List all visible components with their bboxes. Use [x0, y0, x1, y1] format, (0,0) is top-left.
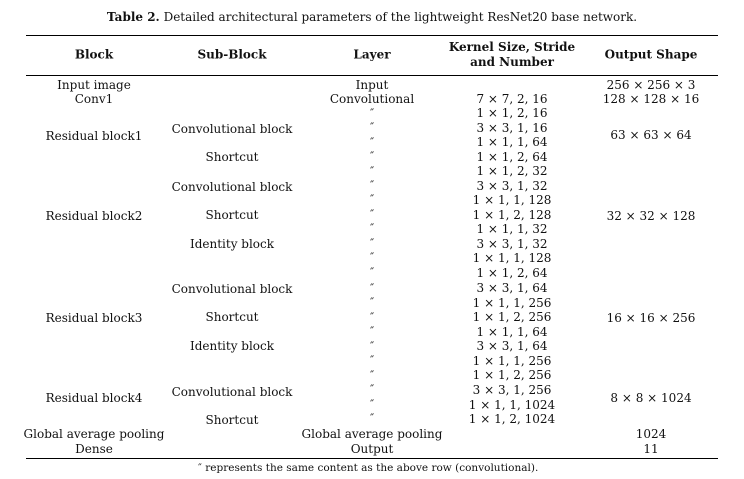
- output-cell: 16 × 16 × 256: [606, 311, 696, 325]
- kernel-cell: 1 × 1, 2, 128: [472, 208, 552, 222]
- kernel-cell: 1 × 1, 2, 1024: [468, 412, 556, 426]
- block-cell: Global average pooling: [23, 427, 165, 441]
- output-cell: 256 × 256 × 3: [606, 78, 696, 92]
- header-kernel-line1: Kernel Size, Stride: [448, 40, 576, 54]
- ditto-mark: ″: [369, 178, 375, 192]
- ditto-mark: ″: [369, 250, 375, 264]
- ditto-mark: ″: [369, 310, 375, 324]
- block-cell: Dense: [75, 442, 113, 456]
- table-footnote: ″ represents the same content as the above row (convolutional).: [198, 462, 539, 474]
- output-cell: 63 × 63 × 64: [610, 128, 692, 142]
- ditto-mark: ″: [369, 207, 375, 221]
- kernel-cell: 1 × 1, 2, 256: [472, 368, 552, 382]
- kernel-cell: 3 × 3, 1, 32: [476, 237, 548, 251]
- sub-block-cell: Convolutional block: [171, 122, 293, 136]
- sub-block-cell: Convolutional block: [171, 282, 293, 296]
- kernel-cell: 1 × 1, 2, 16: [476, 106, 548, 120]
- header-block: Block: [74, 47, 114, 62]
- ditto-mark: ″: [369, 164, 375, 178]
- output-cell: 128 × 128 × 16: [602, 92, 700, 106]
- ditto-mark: ″: [369, 192, 375, 206]
- ditto-mark: ″: [369, 353, 375, 367]
- ditto-mark: ″: [369, 236, 375, 250]
- ditto-mark: ″: [369, 120, 375, 134]
- table-bottom-rule: [26, 458, 718, 459]
- ditto-mark: ″: [369, 295, 375, 309]
- ditto-mark: ″: [369, 382, 375, 396]
- ditto-mark: ″: [369, 324, 375, 338]
- ditto-mark: ″: [369, 397, 375, 411]
- layer-cell: Input: [355, 78, 389, 92]
- kernel-cell: 7 × 7, 2, 16: [476, 92, 548, 106]
- header-kernel: [449, 40, 575, 70]
- block-cell: Residual block2: [45, 209, 143, 223]
- sub-block-cell: Identity block: [189, 339, 275, 353]
- kernel-cell: 3 × 3, 1, 256: [472, 383, 552, 397]
- table-caption-text: Detailed architectural parameters of the lightweight ResNet20 base network.: [163, 10, 638, 24]
- sub-block-cell: Convolutional block: [171, 385, 293, 399]
- layer-cell: Output: [350, 442, 394, 456]
- sub-block-cell: Shortcut: [205, 208, 259, 222]
- block-cell: Conv1: [74, 92, 114, 106]
- header-kernel-line2: and Number: [470, 55, 554, 69]
- kernel-cell: 1 × 1, 1, 128: [472, 251, 552, 265]
- kernel-cell: 1 × 1, 2, 32: [476, 164, 548, 178]
- output-cell: 1024: [635, 427, 667, 441]
- output-cell: 32 × 32 × 128: [606, 209, 696, 223]
- kernel-cell: 1 × 1, 1, 64: [476, 325, 548, 339]
- ditto-mark: ″: [369, 221, 375, 235]
- kernel-cell: 3 × 3, 1, 32: [476, 179, 548, 193]
- header-output-shape: Output Shape: [604, 47, 698, 62]
- table-label: Table 2.: [106, 10, 160, 24]
- table-top-rule: [26, 35, 718, 36]
- block-cell: Residual block3: [45, 311, 143, 325]
- header-sub-block: Sub-Block: [197, 47, 267, 62]
- kernel-cell: 3 × 3, 1, 16: [476, 121, 548, 135]
- header-layer: Layer: [353, 47, 391, 62]
- ditto-mark: ″: [369, 339, 375, 353]
- kernel-cell: 3 × 3, 1, 64: [476, 281, 548, 295]
- sub-block-cell: Shortcut: [205, 310, 259, 324]
- kernel-cell: 1 × 1, 1, 256: [472, 354, 552, 368]
- ditto-mark: ″: [369, 149, 375, 163]
- kernel-cell: 1 × 1, 1, 64: [476, 135, 548, 149]
- output-cell: 11: [643, 442, 659, 456]
- layer-cell: Global average pooling: [301, 427, 443, 441]
- ditto-mark: ″: [369, 106, 375, 120]
- sub-block-cell: Shortcut: [205, 150, 259, 164]
- table-caption: [0, 10, 744, 24]
- block-cell: Residual block1: [45, 129, 143, 143]
- table-header-rule: [26, 75, 718, 76]
- kernel-cell: 3 × 3, 1, 64: [476, 339, 548, 353]
- block-cell: Residual block4: [45, 391, 143, 405]
- ditto-mark: ″: [369, 281, 375, 295]
- ditto-mark: ″: [369, 135, 375, 149]
- kernel-cell: 1 × 1, 1, 128: [472, 193, 552, 207]
- layer-cell: Convolutional: [329, 92, 415, 106]
- output-cell: 8 × 8 × 1024: [610, 391, 692, 405]
- kernel-cell: 1 × 1, 2, 256: [472, 310, 552, 324]
- kernel-cell: 1 × 1, 2, 64: [476, 266, 548, 280]
- ditto-mark: ″: [369, 368, 375, 382]
- kernel-cell: 1 × 1, 2, 64: [476, 150, 548, 164]
- ditto-mark: ″: [369, 411, 375, 425]
- sub-block-cell: Shortcut: [205, 413, 259, 427]
- sub-block-cell: Identity block: [189, 237, 275, 251]
- block-cell: Input image: [57, 78, 131, 92]
- ditto-mark: ″: [369, 265, 375, 279]
- kernel-cell: 1 × 1, 1, 32: [476, 222, 548, 236]
- kernel-cell: 1 × 1, 1, 1024: [468, 398, 556, 412]
- sub-block-cell: Convolutional block: [171, 180, 293, 194]
- kernel-cell: 1 × 1, 1, 256: [472, 296, 552, 310]
